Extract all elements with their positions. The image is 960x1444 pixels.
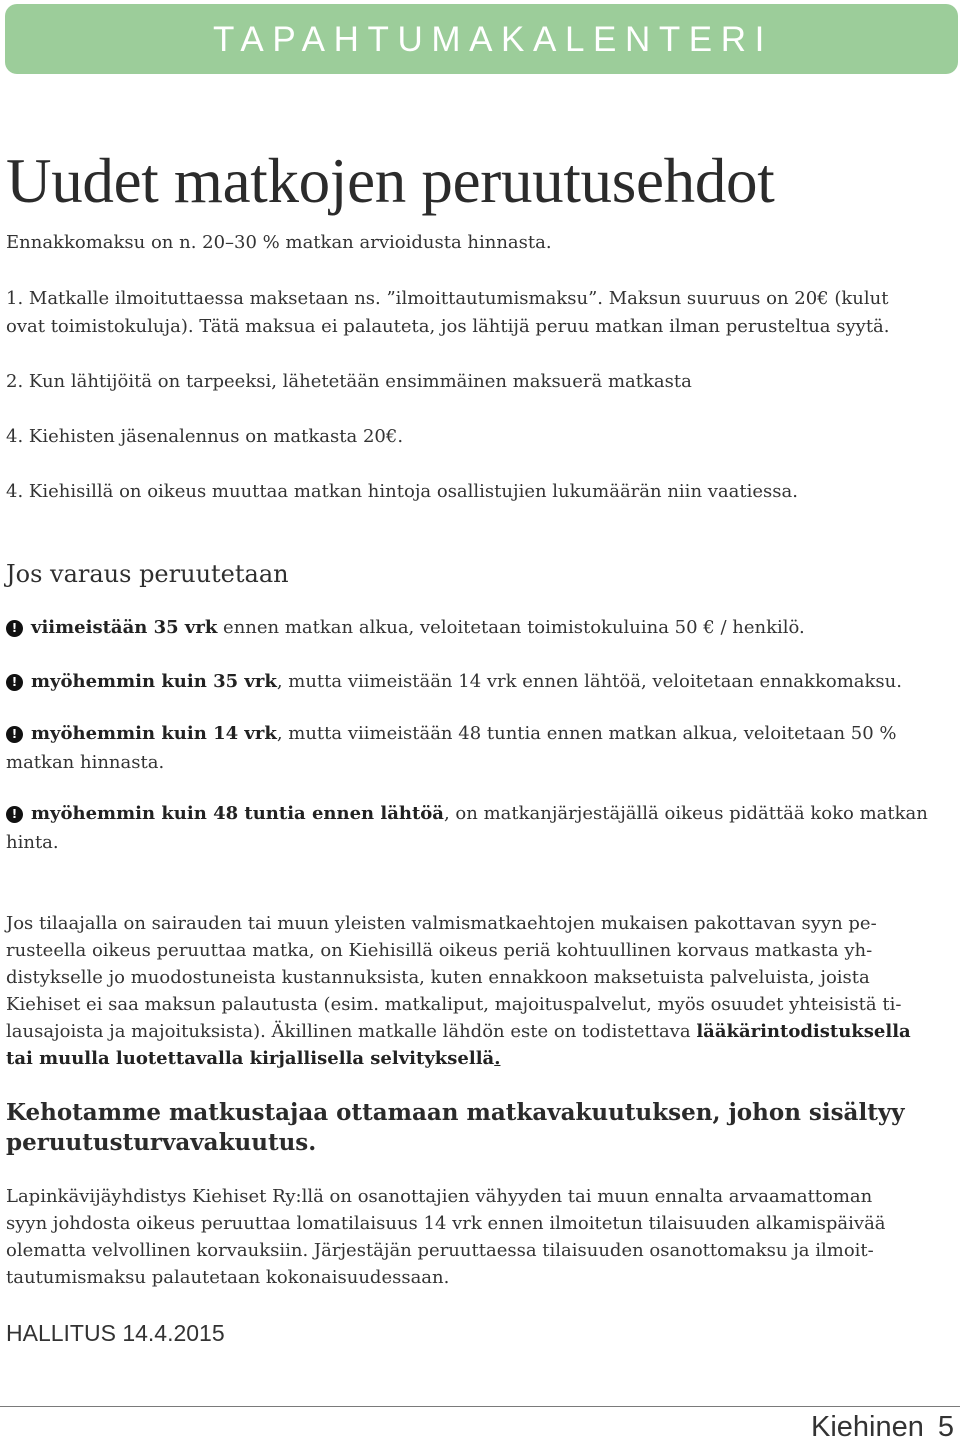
paragraph-line: Jos tilaajalla on sairauden tai muun yleisten valmismatkaehtojen mukaisen pakottavan syyn pe- <box>6 913 877 934</box>
rule-text: ennen matkan alkua, veloitetaan toimistokuluina 50 € / henkilö. <box>217 617 805 638</box>
written-statement-text: tai muulla luotettavalla kirjallisella selvityksellä <box>6 1048 495 1069</box>
illness-paragraph <box>6 910 951 1072</box>
paragraph-line: rusteella oikeus peruuttaa matka, on Kiehisillä oikeus periä kohtuullinen korvaus matkasta yh- <box>6 940 873 961</box>
insurance-heading: Kehotamme matkustajaa ottamaan matkavakuutuksen, johon sisältyy peruutusturvavakuutus. <box>6 1099 905 1156</box>
circled-exclamation-icon: ! <box>6 806 23 823</box>
intro-line: ovat toimistokuluja). Tätä maksua ei palauteta, jos lähtijä peruu matkan ilman perusteltua syytä. <box>6 316 890 337</box>
intro-line: 2. Kun lähtijöitä on tarpeeksi, lähetetään ensimmäinen maksuerä matkasta <box>6 371 692 392</box>
paragraph-line: Kiehiset ei saa maksun palautusta (esim. matkaliput, majoituspalvelut, myös osuudet yhteisistä ti- <box>6 994 902 1015</box>
rule-bold: myöhemmin kuin 14 vrk <box>31 723 277 744</box>
circled-exclamation-icon: ! <box>6 674 23 691</box>
banner-title: TAPAHTUMAKALENTERI <box>213 20 773 59</box>
cancellation-rule <box>6 799 956 857</box>
paragraph-line <box>6 1045 951 1072</box>
cancellation-rule <box>6 667 956 696</box>
circled-exclamation-icon: ! <box>6 726 23 743</box>
publication-name: Kiehinen <box>810 1411 924 1443</box>
rule-text: , mutta viimeistään 48 tuntia ennen matkan alkua, veloitetaan 50 % matkan hinnasta. <box>6 723 897 773</box>
footer-divider <box>0 1406 960 1407</box>
intro-line: 4. Kiehisten jäsenalennus on matkasta 20€. <box>6 426 404 447</box>
cancellation-rule <box>6 719 956 777</box>
line-text: lausajoista ja majoituksista). Äkillinen matkalle lähdön este on todistettava <box>6 1021 697 1042</box>
organizer-paragraph <box>6 1183 951 1291</box>
paragraph-line: distykselle jo muodostuneista kustannuksista, kuten ennakkoon maksetuista palveluista, joista <box>6 967 870 988</box>
paragraph-line: olematta velvollinen korvauksiin. Järjestäjän peruuttaessa tilaisuuden osanottomaksu ja ilmoit- <box>6 1240 874 1261</box>
page-title: Uudet matkojen peruutusehdot <box>6 146 775 216</box>
signature: HALLITUS 14.4.2015 <box>6 1320 225 1346</box>
rule-bold: myöhemmin kuin 35 vrk <box>31 671 277 692</box>
paragraph-line <box>6 1018 951 1045</box>
cancellation-rule <box>6 613 956 642</box>
paragraph-line: tautumismaksu palautetaan kokonaisuudessaan. <box>6 1267 450 1288</box>
rule-text: , on matkanjärjestäjällä oikeus pidättää koko matkan hinta. <box>6 803 928 853</box>
paragraph-line: Lapinkävijäyhdistys Kiehiset Ry:llä on osanottajien vähyyden tai muun ennalta arvaamattoman <box>6 1186 873 1207</box>
line-end: . <box>494 1048 501 1069</box>
rule-bold: myöhemmin kuin 48 tuntia ennen lähtöä <box>31 803 444 824</box>
rule-bold: viimeistään 35 vrk <box>31 617 218 638</box>
intro-line: 4. Kiehisillä on oikeus muuttaa matkan hintoja osallistujien lukumäärän niin vaatiessa. <box>6 481 798 502</box>
rule-text: , mutta viimeistään 14 vrk ennen lähtöä, veloitetaan ennakkomaksu. <box>276 671 902 692</box>
header-banner <box>5 4 958 74</box>
page-number: 5 <box>937 1411 954 1443</box>
medical-certificate-text: lääkärintodistuksella <box>696 1021 911 1042</box>
intro-line: Ennakkomaksu on n. 20–30 % matkan arvioidusta hinnasta. <box>6 232 552 253</box>
cancellation-heading: Jos varaus peruutetaan <box>6 560 289 588</box>
paragraph-line: syyn johdosta oikeus peruuttaa lomatilaisuus 14 vrk ennen ilmoitetun tilaisuuden alkamispäivää <box>6 1213 886 1234</box>
page-footer <box>811 1410 954 1444</box>
circled-exclamation-icon: ! <box>6 620 23 637</box>
intro-line: 1. Matkalle ilmoituttaessa maksetaan ns. ”ilmoittautumismaksu”. Maksun suuruus on 20€ (kulut <box>6 288 889 309</box>
